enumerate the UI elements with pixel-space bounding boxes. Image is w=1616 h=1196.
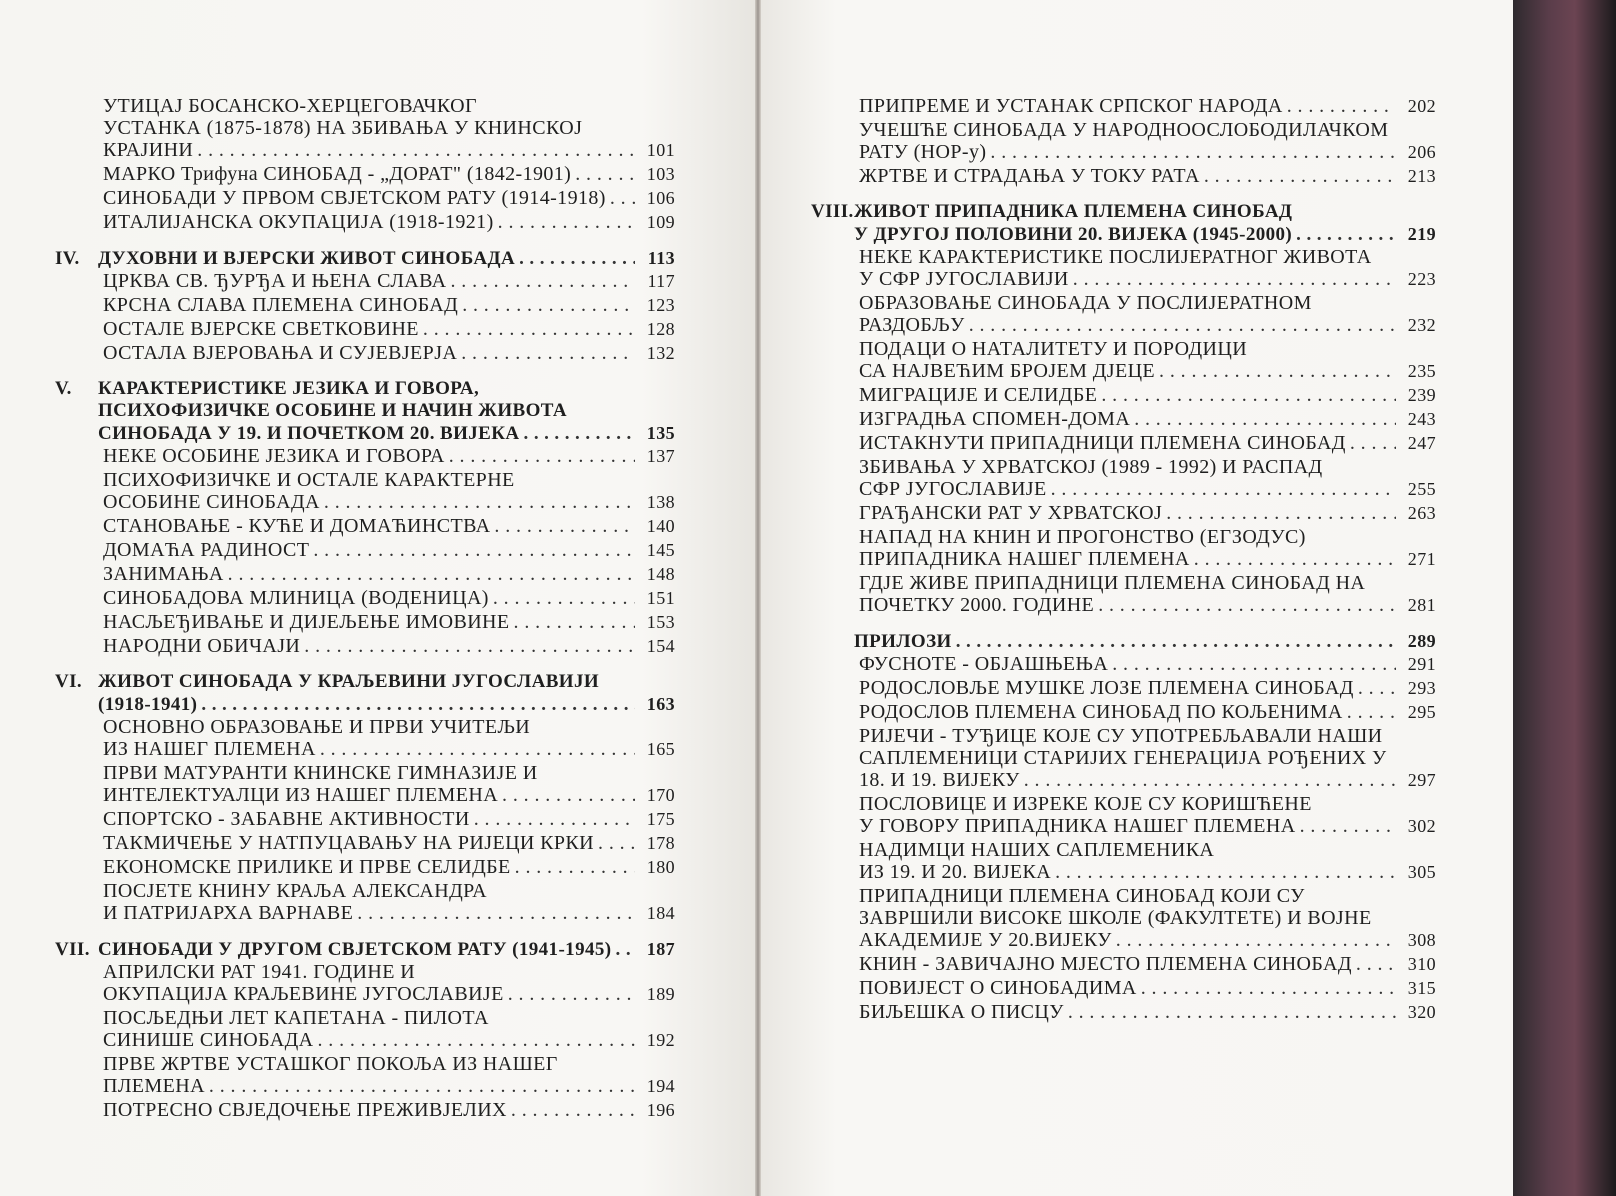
leader-dots [357,902,635,924]
page-number: 310 [1407,954,1436,974]
toc-entry-title: ПРИЛОЗИ [854,631,952,652]
toc-left [55,95,675,1121]
toc-entry [55,832,675,854]
toc-entry-title: ЖИВОТ ПРИПАДНИКА ПЛЕМЕНА СИНОБАД [854,201,1293,222]
toc-entry-title: ОСТАЛЕ ВЈЕРСКЕ СВЕТКОВИНЕ [103,318,419,340]
toc-entry-title: УСТАНКА (1875-1878) НА ЗБИВАЊА У КНИНСКОЈ [103,117,583,139]
toc-entry-title: ПСИХОФИЗИЧКЕ И ОСТАЛЕ КАРАКТЕРНЕ [103,469,515,491]
toc-entry [55,187,675,209]
leader-dots [1134,408,1396,430]
leader-dots [1287,95,1396,117]
leader-dots [524,423,635,445]
toc-entry [55,563,675,585]
leader-dots [1356,953,1396,975]
leader-dots [1055,861,1396,883]
toc-entry-title: БИЉЕШКА О ПИСЦУ [859,1001,1064,1023]
left-page [0,0,755,1196]
toc-entry-title: ЕКОНОМСКЕ ПРИЛИКЕ И ПРВЕ СЕЛИДБЕ [103,856,511,878]
toc-entry [55,1053,675,1097]
toc-entry [55,515,675,537]
toc-entry-title: ОБРАЗОВАЊЕ СИНОБАДА У ПОСЛИЈЕРАТНОМ [859,292,1312,314]
toc-entry-title: КАРАКТЕРИСТИКЕ ЈЕЗИКА И ГОВОРА, [98,378,480,399]
toc-entry-title: ЗБИВАЊА У ХРВАТСКОЈ (1989 - 1992) И РАСПАД [859,456,1323,478]
leader-dots [1300,815,1396,837]
toc-entry-title: ПРВИ МАТУРАНТИ КНИНСКЕ ГИМНАЗИЈЕ И [103,762,538,784]
leader-dots [201,694,635,716]
toc-entry [55,716,675,760]
page-number: 263 [1407,503,1436,523]
page-number: 165 [646,739,675,759]
page-number: 243 [1407,409,1436,429]
page-number: 170 [646,785,675,805]
leader-dots [1347,701,1396,723]
toc-entry-title: У СФР ЈУГОСЛАВИЈИ [859,268,1069,290]
leader-dots [502,784,635,806]
toc-entry-title: МИГРАЦИЈЕ И СЕЛИДБЕ [859,384,1098,406]
page-number: 219 [1407,224,1436,244]
leader-dots [610,187,635,209]
page-number: 223 [1407,269,1436,289]
toc-entry-title: ДОМАЋА РАДИНОСТ [103,539,310,561]
toc-entry [811,246,1436,290]
toc-entry [55,294,675,316]
toc-entry-title: СИНОБАДА У 19. И ПОЧЕТКОМ 20. ВИЈЕКА [98,423,520,444]
leader-dots [1116,929,1396,951]
toc-entry [811,408,1436,430]
chapter-numeral: IV. [55,248,80,269]
toc-entry-title: НАДИМЦИ НАШИХ САПЛЕМЕНИКА [859,839,1215,861]
toc-entry-title: СТАНОВАЊЕ - КУЋЕ И ДОМАЋИНСТВА [103,515,491,537]
leader-dots [461,342,635,364]
toc-entry-title: ЖРТВЕ И СТРАДАЊА У ТОКУ РАТА [859,165,1200,187]
toc-entry [811,885,1436,951]
page-number: 106 [646,188,675,208]
leader-dots [197,139,635,161]
chapter-numeral: VII. [55,939,90,960]
leader-dots [1358,677,1396,699]
toc-entry-title: РОДОСЛОВ ПЛЕМЕНА СИНОБАД ПО КОЉЕНИМА [859,701,1343,723]
toc-entry-title: ЦРКВА СВ. ЂУРЂА И ЊЕНА СЛАВА [103,270,447,292]
toc-entry [811,793,1436,837]
toc-chapter-entry [811,630,1436,653]
leader-dots [575,163,635,185]
leader-dots [494,515,635,537]
page-number: 101 [646,140,675,160]
leader-dots [1024,769,1396,791]
page-number: 192 [646,1030,675,1050]
toc-entry-title: ЗАНИМАЊА [103,563,224,585]
page-number: 305 [1407,862,1436,882]
toc-entry [55,1007,675,1051]
toc-entry-title: ИЗ НАШЕГ ПЛЕМЕНА [103,738,316,760]
chapter-numeral: VI. [55,671,83,692]
leader-dots [304,635,635,657]
toc-entry [811,432,1436,454]
toc-entry-title: СПОРТСКО - ЗАБАВНЕ АКТИВНОСТИ [103,808,470,830]
toc-entry-title: ПОСЉЕДЊИ ЛЕТ КАПЕТАНА - ПИЛОТА [103,1007,489,1029]
toc-entry [55,445,675,467]
toc-entry [811,701,1436,723]
toc-entry-title: СА НАЈВЕЋИМ БРОЈЕМ ДЈЕЦЕ [859,360,1156,382]
toc-entry-title: ПОТРЕСНО СВЈЕДОЧЕЊЕ ПРЕЖИВЈЕЛИХ [103,1099,507,1121]
toc-entry [55,211,675,233]
toc-entry [55,163,675,185]
toc-entry [55,808,675,830]
leader-dots [1101,384,1396,406]
toc-entry [811,165,1436,187]
toc-entry-title: ОСОБИНЕ СИНОБАДА [103,491,320,513]
toc-chapter-entry [55,247,675,270]
toc-entry-title: НЕКЕ КАРАКТЕРИСТИКЕ ПОСЛИЈЕРАТНОГ ЖИВОТА [859,246,1372,268]
leader-dots [313,539,635,561]
leader-dots [324,491,635,513]
toc-entry-title: ПОСЛОВИЦЕ И ИЗРЕКЕ КОЈЕ СУ КОРИШЋЕНЕ [859,793,1312,815]
toc-entry-title: РАЗДОБЉУ [859,314,965,336]
toc-entry [55,587,675,609]
toc-entry-title: НАСЉЕЂИВАЊЕ И ДИЈЕЉЕЊЕ ИМОВИНЕ [103,611,510,633]
page-number: 148 [646,564,675,584]
toc-entry-title: РОДОСЛОВЉЕ МУШКЕ ЛОЗЕ ПЛЕМЕНА СИНОБАД [859,677,1354,699]
leader-dots [508,983,635,1005]
leader-dots [514,611,635,633]
leader-dots [493,587,635,609]
page-number: 291 [1407,654,1436,674]
page-number: 206 [1407,142,1436,162]
toc-entry-title: ОСНОВНО ОБРАЗОВАЊЕ И ПРВИ УЧИТЕЉИ [103,716,531,738]
toc-entry-title: (1918-1941) [98,694,198,715]
leader-dots [969,314,1396,336]
toc-entry-title: РИЈЕЧИ - ТУЂИЦЕ КОЈЕ СУ УПОТРЕБЉАВАЛИ НАШИ [859,725,1383,747]
page-number: 289 [1407,631,1436,651]
toc-entry-title: ГДЈЕ ЖИВЕ ПРИПАДНИЦИ ПЛЕМЕНА СИНОБАД НА [859,572,1366,594]
page-number: 138 [646,492,675,512]
page-number: 293 [1407,678,1436,698]
toc-entry-title: ПРИПРЕМЕ И УСТАНАК СРПСКОГ НАРОДА [859,95,1283,117]
toc-entry [811,977,1436,999]
toc-entry-title: СИНИШЕ СИНОБАДА [103,1029,314,1051]
leader-dots [228,563,635,585]
toc-entry-title: ПРИПАДНИКА НАШЕГ ПЛЕМЕНА [859,548,1190,570]
toc-entry [55,961,675,1005]
page-number: 202 [1407,96,1436,116]
background-edge [1513,0,1616,1196]
page-number: 163 [646,694,675,714]
leader-dots [598,832,635,854]
toc-entry [55,95,675,161]
toc-entry-title: ИСТАКНУТИ ПРИПАДНИЦИ ПЛЕМЕНА СИНОБАД [859,432,1346,454]
toc-entry-title: ПРИПАДНИЦИ ПЛЕМЕНА СИНОБАД КОЈИ СУ [859,885,1305,907]
toc-entry [811,677,1436,699]
toc-entry-title: СФР ЈУГОСЛАВИЈЕ [859,478,1047,500]
page-number: 295 [1407,702,1436,722]
toc-entry [811,653,1436,675]
toc-entry-title: ИНТЕЛЕКТУАЛЦИ ИЗ НАШЕГ ПЛЕМЕНА [103,784,499,806]
page-number: 196 [646,1100,675,1120]
page-number: 123 [646,295,675,315]
toc-chapter-entry [55,938,675,961]
toc-entry-title: ИЗГРАДЊА СПОМЕН-ДОМА [859,408,1131,430]
leader-dots [320,738,635,760]
toc-entry-title: ГРАЂАНСКИ РАТ У ХРВАТСКОЈ [859,502,1163,524]
page-number: 137 [646,446,675,466]
toc-entry-title: ОСТАЛА ВЈЕРОВАЊА И СУЈЕВЈЕРЈА [103,342,458,364]
leader-dots [1350,432,1396,454]
toc-entry-title: ИТАЛИЈАНСКА ОКУПАЦИЈА (1918-1921) [103,211,494,233]
toc-entry-title: СИНОБАДИ У ДРУГОМ СВЈЕТСКОМ РАТУ (1941-1945) [98,939,612,960]
toc-entry-title: ОКУПАЦИЈА КРАЉЕВИНЕ ЈУГОСЛАВИЈЕ [103,983,504,1005]
leader-dots [1112,653,1396,675]
leader-dots [956,631,1396,653]
leader-dots [1194,548,1396,570]
page-number: 153 [646,612,675,632]
toc-entry [811,338,1436,382]
page-number: 135 [646,423,675,443]
page-number: 189 [646,984,675,1004]
leader-dots [616,939,635,961]
toc-entry [811,119,1436,163]
toc-entry-title: ПОЧЕТКУ 2000. ГОДИНЕ [859,594,1095,616]
toc-chapter-entry [811,201,1436,246]
toc-entry [55,342,675,364]
toc-entry-title: КРАЈИНИ [103,139,194,161]
toc-right [811,95,1436,1023]
leader-dots [1051,478,1396,500]
page-number: 109 [646,212,675,232]
toc-entry-title: РАТУ (НОР-у) [859,141,987,163]
leader-dots [511,1099,635,1121]
toc-entry-title: УТИЦАЈ БОСАНСКО-ХЕРЦЕГОВАЧКОГ [103,95,477,117]
toc-entry-title: САПЛЕМЕНИЦИ СТАРИЈИХ ГЕНЕРАЦИЈА РОЂЕНИХ У [859,747,1387,769]
leader-dots [1159,360,1396,382]
toc-chapter-entry [55,671,675,716]
leader-dots [474,808,635,830]
leader-dots [209,1075,635,1097]
toc-entry-title: ПЛЕМЕНА [103,1075,205,1097]
chapter-numeral: V. [55,378,72,399]
toc-entry [55,318,675,340]
leader-dots [1296,224,1396,246]
page-number: 302 [1407,816,1436,836]
toc-chapter-entry [55,378,675,445]
page-number: 297 [1407,770,1436,790]
toc-entry [55,762,675,806]
toc-entry-title: УЧЕШЋЕ СИНОБАДА У НАРОДНООСЛОБОДИЛАЧКОМ [859,119,1389,141]
toc-entry [55,1099,675,1121]
toc-entry [811,725,1436,791]
leader-dots [498,211,635,233]
toc-entry-title: СИНОБАДИ У ПРВОМ СВЈЕТСКОМ РАТУ (1914-1918) [103,187,606,209]
page-number: 235 [1407,361,1436,381]
toc-entry [55,469,675,513]
page-number: 239 [1407,385,1436,405]
toc-entry-title: ТАКМИЧЕЊЕ У НАТПУЦАВАЊУ НА РИЈЕЦИ КРКИ [103,832,595,854]
page-number: 140 [646,516,675,536]
page-number: 247 [1407,433,1436,453]
toc-entry-title: ЗАВРШИЛИ ВИСОКЕ ШКОЛЕ (ФАКУЛТЕТЕ) И ВОЈНЕ [859,907,1372,929]
toc-entry-title: ПРВЕ ЖРТВЕ УСТАШКОГ ПОКОЉА ИЗ НАШЕГ [103,1053,558,1075]
toc-entry-title: ФУСНОТЕ - ОБЈАШЊЕЊА [859,653,1109,675]
leader-dots [1204,165,1396,187]
toc-entry-title: ДУХОВНИ И ВЈЕРСКИ ЖИВОТ СИНОБАДА [98,248,516,269]
toc-entry-title: ПСИХОФИЗИЧКЕ ОСОБИНЕ И НАЧИН ЖИВОТА [98,400,568,421]
toc-entry-title: ПОДАЦИ О НАТАЛИТЕТУ И ПОРОДИЦИ [859,338,1248,360]
toc-entry-title: У ДРУГОЈ ПОЛОВИНИ 20. ВИЈЕКА (1945-2000) [854,224,1293,245]
leader-dots [317,1029,635,1051]
toc-entry-title: ПОВИЈЕСТ О СИНОБАДИМА [859,977,1137,999]
page-number: 128 [646,319,675,339]
toc-entry [55,856,675,878]
leader-dots [450,270,635,292]
toc-entry-title: ПОСЈЕТЕ КНИНУ КРАЉА АЛЕКСАНДРА [103,880,487,902]
page-number: 175 [646,809,675,829]
toc-entry-title: У ГОВОРУ ПРИПАДНИКА НАШЕГ ПЛЕМЕНА [859,815,1296,837]
page-number: 320 [1407,1002,1436,1022]
page-number: 184 [646,903,675,923]
page-number: 315 [1407,978,1436,998]
leader-dots [1068,1001,1396,1023]
leader-dots [1098,594,1396,616]
toc-entry-title: СИНОБАДОВА МЛИНИЦА (ВОДЕНИЦА) [103,587,489,609]
toc-entry-title: АКАДЕМИЈЕ У 20.ВИЈЕКУ [859,929,1112,951]
leader-dots [515,856,635,878]
page-number: 178 [646,833,675,853]
toc-entry-title: КНИН - ЗАВИЧАЈНО МЈЕСТО ПЛЕМЕНА СИНОБАД [859,953,1352,975]
page-number: 103 [646,164,675,184]
leader-dots [1141,977,1396,999]
page-number: 117 [647,271,675,291]
toc-entry [55,611,675,633]
page-number: 113 [647,248,675,268]
leader-dots [462,294,635,316]
toc-entry [55,270,675,292]
page-number: 194 [646,1076,675,1096]
page-number: 281 [1407,595,1436,615]
leader-dots [990,141,1396,163]
toc-entry [811,456,1436,500]
toc-entry-title: ИЗ 19. И 20. ВИЈЕКА [859,861,1052,883]
page-number: 145 [646,540,675,560]
toc-entry [811,1001,1436,1023]
page-number: 255 [1407,479,1436,499]
toc-entry [811,292,1436,336]
leader-dots [519,248,635,270]
toc-entry-title: НЕКЕ ОСОБИНЕ ЈЕЗИКА И ГОВОРА [103,445,445,467]
page-number: 308 [1407,930,1436,950]
toc-entry-title: НАРОДНИ ОБИЧАЈИ [103,635,301,657]
leader-dots [1166,502,1396,524]
toc-entry [55,539,675,561]
toc-entry [55,880,675,924]
toc-entry-title: ЖИВОТ СИНОБАДА У КРАЉЕВИНИ ЈУГОСЛАВИЈИ [98,671,600,692]
toc-entry-title: АПРИЛСКИ РАТ 1941. ГОДИНЕ И [103,961,416,983]
toc-entry [811,502,1436,524]
right-page [761,0,1513,1196]
toc-entry [811,526,1436,570]
page-number: 271 [1407,549,1436,569]
page-number: 232 [1407,315,1436,335]
page-number: 154 [646,636,675,656]
toc-entry [811,95,1436,117]
toc-entry-title: НАПАД НА КНИН И ПРОГОНСТВО (ЕГЗОДУС) [859,526,1306,548]
toc-entry-title: 18. И 19. ВИЈЕКУ [859,769,1020,791]
leader-dots [1073,268,1396,290]
toc-entry [811,572,1436,616]
toc-entry-title: И ПАТРИЈАРХА ВАРНАВЕ [103,902,354,924]
toc-entry-title: КРСНА СЛАВА ПЛЕМЕНА СИНОБАД [103,294,459,316]
leader-dots [423,318,635,340]
toc-entry [811,384,1436,406]
page-number: 213 [1407,166,1436,186]
page-number: 151 [646,588,675,608]
toc-entry [55,635,675,657]
page-number: 187 [646,939,675,959]
leader-dots [449,445,635,467]
toc-entry [811,953,1436,975]
toc-entry [811,839,1436,883]
page-number: 180 [646,857,675,877]
toc-entry-title: МАРКО Трифуна СИНОБАД - „ДОРАТ" (1842-1901) [103,163,572,185]
page-number: 132 [646,343,675,363]
chapter-numeral: VIII. [811,201,854,222]
